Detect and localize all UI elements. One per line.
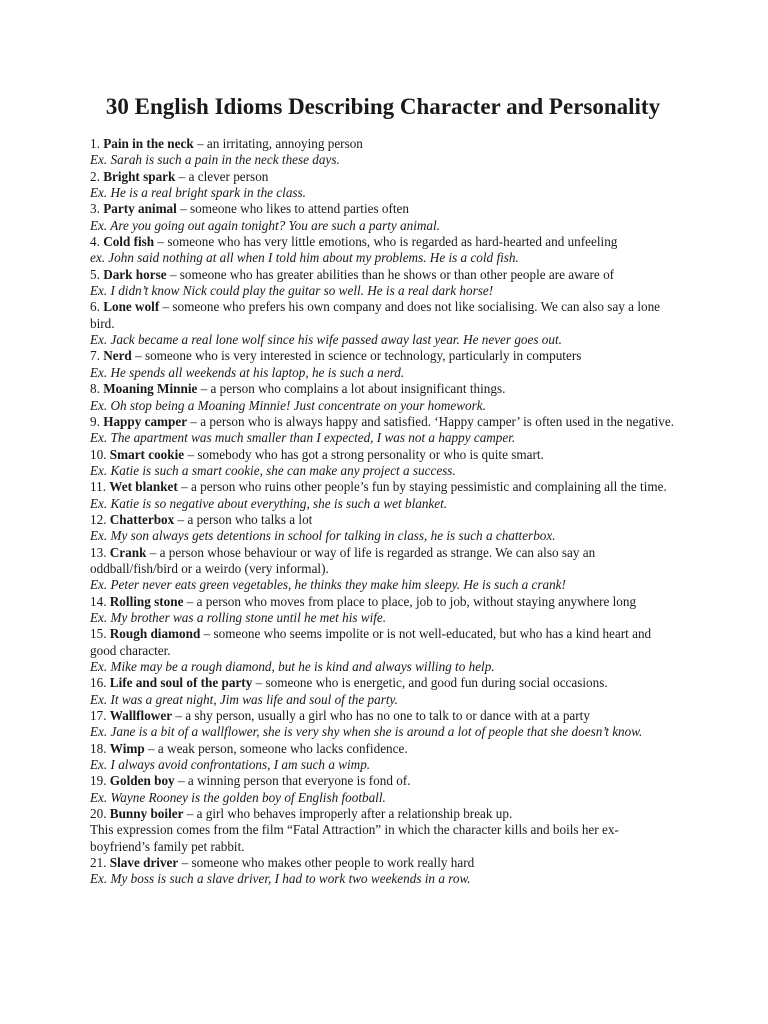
idiom-definition-line	[90, 169, 676, 185]
idiom-term: Nerd	[103, 348, 132, 364]
idiom-number: 14.	[90, 593, 107, 609]
idiom-number: 11.	[90, 479, 106, 495]
idiom-entry	[90, 806, 676, 855]
idiom-number: 13.	[90, 544, 107, 560]
idiom-number: 1.	[90, 136, 100, 151]
idiom-definition-line	[90, 626, 676, 659]
idiom-entry	[90, 169, 676, 202]
idiom-entry	[90, 545, 676, 594]
idiom-entry	[90, 708, 676, 741]
idiom-term: Life and soul of the party	[109, 675, 253, 691]
idiom-number: 8.	[90, 381, 100, 397]
idiom-example: Ex. I didn’t know Nick could play the guitar so well. He is a real dark horse!	[90, 283, 494, 299]
idiom-definition-line	[90, 136, 676, 152]
idiom-term: Crank	[109, 544, 147, 560]
idiom-definition-line	[90, 545, 676, 578]
idiom-definition-line	[90, 594, 676, 610]
idiom-entry	[90, 414, 676, 447]
idiom-meaning: – someone who seems impolite or is not well-educated, but who has a kind heart and good character.	[90, 626, 652, 658]
idiom-entry	[90, 479, 676, 512]
idiom-definition-line	[90, 675, 676, 691]
idiom-entry	[90, 512, 676, 545]
idiom-number: 17.	[90, 708, 107, 724]
idiom-number: 18.	[90, 740, 107, 756]
idiom-example: Ex. Peter never eats green vegetables, he thinks they make him sleepy. He is such a crank!	[90, 577, 566, 593]
idiom-meaning: – someone who makes other people to work really hard	[178, 855, 475, 871]
idiom-term: Golden boy	[109, 773, 175, 789]
idiom-entry	[90, 675, 676, 708]
idiom-example: Ex. He is a real bright spark in the class.	[90, 185, 306, 201]
idiom-term: Bunny boiler	[109, 806, 184, 822]
idiom-term: Smart cookie	[109, 446, 185, 462]
idiom-meaning: – someone who is energetic, and good fun during social occasions.	[252, 675, 608, 691]
idiom-meaning: – someone who is very interested in science or technology, particularly in computers	[131, 348, 582, 364]
idiom-number: 12.	[90, 511, 107, 527]
idiom-definition-line	[90, 267, 676, 283]
idiom-meaning: – a clever person	[175, 168, 269, 184]
idiom-term: Bright spark	[103, 168, 176, 184]
idiom-meaning: – a person who moves from place to place, job to job, without staying anywhere long	[183, 593, 637, 609]
idiom-number: 19.	[90, 773, 107, 789]
idiom-definition-line	[90, 708, 676, 724]
idiom-example: Ex. Are you going out again tonight? You are such a party animal.	[90, 217, 440, 233]
idiom-number: 2.	[90, 168, 100, 184]
idiom-number: 6.	[90, 299, 100, 315]
idiom-meaning: – a girl who behaves improperly after a relationship break up.	[183, 806, 513, 822]
idiom-definition-line	[90, 414, 676, 430]
idiom-number: 10.	[90, 446, 107, 462]
idiom-number: 5.	[90, 266, 100, 282]
idiom-definition-line	[90, 381, 676, 397]
idiom-example: Ex. The apartment was much smaller than I expected, I was not a happy camper.	[90, 430, 516, 446]
idiom-entry	[90, 381, 676, 414]
idiom-meaning: – a person who ruins other people’s fun by staying pessimistic and complaining all the time.	[177, 479, 667, 495]
idiom-term: Wet blanket	[109, 479, 178, 495]
idiom-example: Ex. Mike may be a rough diamond, but he is kind and always willing to help.	[90, 659, 495, 674]
idiom-example: Ex. My brother was a rolling stone until he met his wife.	[90, 609, 387, 625]
idiom-meaning: – a winning person that everyone is fond of.	[174, 773, 411, 789]
idiom-term: Happy camper	[103, 413, 188, 429]
idiom-entry	[90, 348, 676, 381]
idiom-example: Ex. My son always gets detentions in school for talking in class, he is such a chatterbox.	[90, 528, 556, 544]
idiom-entry	[90, 299, 676, 348]
idiom-example: Ex. Wayne Rooney is the golden boy of English football.	[90, 789, 386, 805]
idiom-meaning: – someone who has greater abilities than he shows or than other people are aware of	[166, 266, 615, 282]
idiom-definition-line	[90, 741, 676, 757]
idiom-number: 4.	[90, 234, 100, 250]
idiom-entry	[90, 201, 676, 234]
idiom-term: Moaning Minnie	[103, 381, 198, 397]
idiom-term: Chatterbox	[109, 511, 175, 527]
idiom-note: This expression comes from the film “Fatal Attraction” in which the character kills and boils her ex-boyfriend’s family pet rabbit.	[90, 822, 619, 854]
idiom-meaning: – a weak person, someone who lacks confidence.	[144, 740, 408, 756]
idiom-definition-line	[90, 479, 676, 495]
idiom-example: Ex. Katie is such a smart cookie, she can make any project a success.	[90, 462, 456, 478]
idiom-meaning: – a person whose behaviour or way of life is regarded as strange. We can also say an oddball/fish/bird or a weirdo (very informal).	[90, 544, 596, 576]
idiom-example: Ex. My boss is such a slave driver, I had to work two weekends in a row.	[90, 871, 471, 887]
idiom-number: 15.	[90, 626, 107, 642]
idiom-term: Rolling stone	[109, 593, 184, 609]
idiom-definition-line	[90, 299, 676, 332]
idiom-meaning: – someone who likes to attend parties often	[176, 201, 410, 217]
idiom-entry	[90, 594, 676, 627]
idiom-example: Ex. He spends all weekends at his laptop, he is such a nerd.	[90, 364, 405, 380]
idiom-example: Ex. Sarah is such a pain in the neck these days.	[90, 152, 340, 168]
idiom-term: Party animal	[103, 201, 177, 217]
idiom-example: Ex. Katie is so negative about everything, she is such a wet blanket.	[90, 495, 448, 511]
idiom-entry	[90, 626, 676, 675]
idiom-meaning: – a person who is always happy and satisfied. ‘Happy camper’ is often used in the negative.	[187, 413, 675, 429]
idiom-meaning: – a person who talks a lot	[174, 511, 313, 527]
idiom-definition-line	[90, 447, 676, 463]
idiom-number: 16.	[90, 675, 107, 691]
idiom-entry	[90, 136, 676, 169]
idiom-definition-line	[90, 201, 676, 217]
idiom-definition-line	[90, 773, 676, 789]
idiom-example: Ex. Jack became a real lone wolf since his wife passed away last year. He never goes out.	[90, 332, 562, 348]
idiom-term: Wallflower	[109, 708, 173, 724]
idiom-entry	[90, 855, 676, 888]
idiom-term: Wimp	[109, 740, 145, 756]
idiom-meaning: – someone who has very little emotions, who is regarded as hard-hearted and unfeeling	[154, 234, 618, 250]
idiom-term: Pain in the neck	[103, 136, 194, 151]
idiom-definition-line	[90, 512, 676, 528]
idiom-entry	[90, 267, 676, 300]
idiom-number: 20.	[90, 806, 107, 822]
idiom-number: 9.	[90, 413, 100, 429]
idiom-meaning: – a person who complains a lot about insignificant things.	[197, 381, 506, 397]
idiom-number: 21.	[90, 855, 107, 871]
idiom-definition-line	[90, 234, 676, 250]
idiom-term: Rough diamond	[109, 626, 201, 642]
idiom-meaning: – someone who prefers his own company and does not like socialising. We can also say a lone bird.	[90, 299, 661, 331]
idiom-definition-line	[90, 806, 676, 822]
idiom-entry	[90, 741, 676, 774]
idiom-definition-line	[90, 855, 676, 871]
idiom-list	[90, 136, 676, 888]
idiom-meaning: – a shy person, usually a girl who has no one to talk to or dance with at a party	[172, 708, 590, 724]
idiom-number: 3.	[90, 201, 100, 217]
idiom-term: Dark horse	[103, 266, 167, 282]
idiom-term: Slave driver	[109, 855, 179, 871]
idiom-meaning: – an irritating, annoying person	[193, 136, 363, 151]
idiom-example: Ex. Oh stop being a Moaning Minnie! Just concentrate on your homework.	[90, 397, 486, 413]
idiom-example: Ex. I always avoid confrontations, I am such a wimp.	[90, 757, 371, 773]
page-title: 30 English Idioms Describing Character and Personality	[105, 94, 661, 119]
idiom-meaning: – somebody who has got a strong personality or who is quite smart.	[184, 446, 544, 462]
idiom-entry	[90, 447, 676, 480]
idiom-example: ex. John said nothing at all when I told him about my problems. He is a cold fish.	[90, 250, 519, 266]
idiom-entry	[90, 234, 676, 267]
idiom-definition-line	[90, 348, 676, 364]
idiom-example: Ex. It was a great night, Jim was life and soul of the party.	[90, 691, 398, 707]
idiom-entry	[90, 773, 676, 806]
idiom-term: Cold fish	[103, 234, 155, 250]
idiom-number: 7.	[90, 348, 100, 364]
idiom-term: Lone wolf	[103, 299, 160, 315]
idiom-example: Ex. Jane is a bit of a wallflower, she is very shy when she is around a lot of people that she doesn’t know.	[90, 724, 643, 740]
